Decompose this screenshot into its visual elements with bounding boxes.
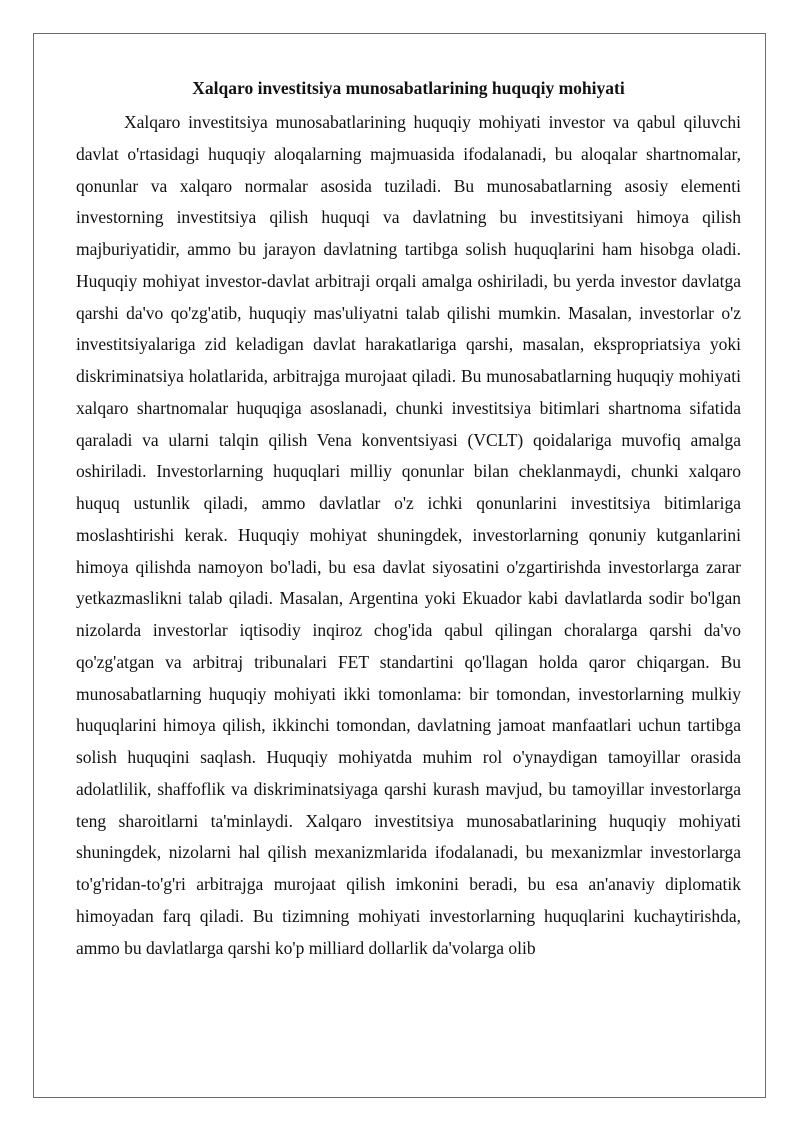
body-paragraph: Xalqaro investitsiya munosabatlarining huquqiy mohiyati investor va qabul qiluvchi davlat o'rtasidagi huquqiy aloqalarning majmuasida ifodalanadi, bu aloqalar shartnomalar, qonunlar va xalqaro normalar asosida tuziladi. Bu munosabatlarning asosiy elementi investorning investitsiya qilish huquqi va davlatning bu investitsiyani himoya qilish majburiyatidir, ammo bu jarayon davlatning tartibga solish huquqlarini ham hisobga oladi. Huquqiy mohiyat investor-davlat arbitraji orqali amalga oshiriladi, bu yerda investor davlatga qarshi da'vo qo'zg'atib, huquqiy mas'uliyatni talab qilishi mumkin. Masalan, investorlar o'z investitsiyalariga zid keladigan davlat harakatlariga qarshi, masalan, ekspropriatsiya yoki diskriminatsiya holatlarida, arbitrajga murojaat qiladi. Bu munosabatlarning huquqiy mohiyati xalqaro shartnomalar huquqiga asoslanadi, chunki investitsiya bitimlari shartnoma sifatida qaraladi va ularni talqin qilish Vena konventsiyasi (VCLT) qoidalariga muvofiq amalga oshiriladi. Investorlarning huquqlari milliy qonunlar bilan cheklanmaydi, chunki xalqaro huquq ustunlik qiladi, ammo davlatlar o'z ichki qonunlarini investitsiya bitimlariga moslashtirishi kerak. Huquqiy mohiyat shuningdek, investorlarning qonuniy kutganlarini himoya qilishda namoyon bo'ladi, bu esa davlat siyosatini o'zgartirishda investorlarga zarar yetkazmaslikni talab qiladi. Masalan, Argentina yoki Ekuador kabi davlatlarda sodir bo'lgan nizolarda investorlar iqtisodiy inqiroz chog'ida qabul qilingan choralarga qarshi da'vo qo'zg'atgan va arbitraj tribunalari FET standartini qo'llagan holda qaror chiqargan. Bu munosabatlarning huquqiy mohiyati ikki tomonlama: bir tomondan, investorlarning mulkiy huquqlarini himoya qilish, ikkinchi tomondan, davlatning jamoat manfaatlari uchun tartibga solish huquqini saqlash. Huquqiy mohiyatda muhim rol o'ynaydigan tamoyillar orasida adolatlilik, shaffoflik va diskriminatsiyaga qarshi kurash mavjud, bu tamoyillar investorlarga teng sharoitlarni ta'minlaydi. Xalqaro investitsiya munosabatlarining huquqiy mohiyati shuningdek, nizolarni hal qilish mexanizmlarida ifodalanadi, bu mexanizmlar investorlarga to'g'ridan-to'g'ri arbitrajga murojaat qilish imkonini beradi, bu esa an'anaviy diplomatik himoyadan farq qiladi. Bu tizimning mohiyati investorlarning huquqlarini kuchaytirishda, ammo bu davlatlarga qarshi ko'p milliard dollarlik da'volarga olib — [76, 112, 741, 958]
document-title: Xalqaro investitsiya munosabatlarining huquqiy mohiyati — [192, 78, 625, 98]
